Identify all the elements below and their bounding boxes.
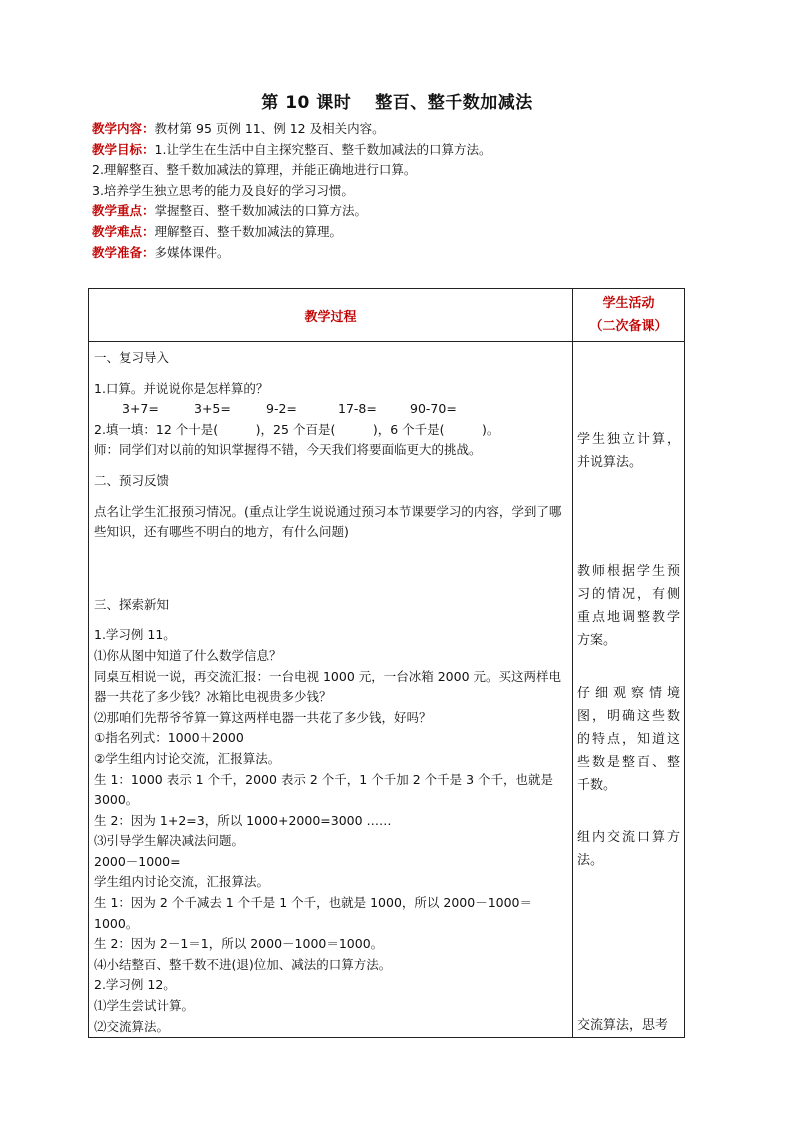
process-cell (89, 342, 573, 1038)
table-header-row (89, 289, 685, 342)
info-goal-2: 2.理解整百、整千数加减法的算理，并能正确地进行口算。 (92, 162, 417, 178)
section-preview-title: 二、预习反馈 (94, 472, 170, 488)
section-explore-title: 三、探索新知 (94, 596, 170, 612)
page-title: 第 10 课时 整百、整千数加减法 (261, 93, 533, 113)
explore-line: ⑵那咱们先帮爷爷算一算这两样电器一共花了多少钱，好吗？ (94, 709, 432, 725)
header-teaching-process: 教学过程 (89, 289, 573, 342)
explore-line: 生 1：1000 表示 1 个千，2000 表示 2 个千，1 个千加 2 个千是 3 个千，也就是 3000。 (94, 771, 554, 808)
explore-line: 生 2：因为 2－1＝1，所以 2000－1000＝1000。 (94, 936, 384, 952)
explore-line: ①指名列式：1000＋2000 (94, 730, 244, 746)
activity-exchange: 交流算法，思考 (577, 1018, 669, 1034)
explore-line: ⑴你从图中知道了什么数学信息？ (94, 647, 282, 663)
explore-line: 学生组内讨论交流，汇报算法。 (94, 874, 270, 890)
review-q1: 1.口算。并说说你是怎样算的？ (94, 380, 269, 396)
info-goal-3: 3.培养学生独立思考的能力及良好的学习习惯。 (92, 182, 354, 198)
explore-line: 2000－1000= (94, 853, 181, 869)
info-goal-1: 教学目标：1.让学生在生活中自主探究整百、整千数加减法的口算方法。 (92, 141, 492, 157)
activity-group-discuss: 组内交流口算方法。 (577, 830, 680, 868)
review-q2: 2.填一填：12 个十是( )，25 个百是( )，6 个千是( )。 (94, 421, 500, 437)
explore-line: 生 2：因为 1+2=3，所以 1000+2000=3000 …… (94, 812, 392, 828)
explore-line: ⑵交流算法。 (94, 1018, 170, 1034)
lesson-plan-table (88, 288, 685, 1038)
lesson-info (92, 119, 712, 263)
info-difficulty: 教学难点：理解整百、整千数加减法的算理。 (92, 223, 343, 239)
activity-cell (573, 342, 685, 1038)
review-teacher-line: 师：同学们对以前的知识掌握得不错，今天我们将要面临更大的挑战。 (94, 442, 482, 458)
explore-line: ⑴学生尝试计算。 (94, 998, 195, 1014)
explore-line: 1.学习例 11。 (94, 627, 176, 643)
activity-preview: 教师根据学生预习的情况，有侧重点地调整教学方案。 (577, 564, 680, 648)
preview-text: 点名让学生汇报预习情况。(重点让学生说说通过预习本节课要学习的内容，学到了哪些知识，还有哪些不明白的地方，有什么问题) (94, 503, 562, 540)
review-calcs: 3+7= 3+5= 9-2= 17-8= 90-70= (122, 401, 457, 417)
section-review-title: 一、复习导入 (94, 350, 170, 365)
info-content: 教学内容：教材第 95 页例 11、例 12 及相关内容。 (92, 121, 385, 136)
activity-review: 学生独立计算，并说算法。 (577, 432, 680, 470)
explore-line: 2.学习例 12。 (94, 977, 176, 993)
explore-line: 生 1：因为 2 个千减去 1 个千是 1 个千，也就是 1000，所以 2000－1000＝1000。 (94, 895, 533, 931)
info-preparation: 教学准备：多媒体课件。 (92, 244, 230, 260)
explore-line: ⑷小结整百、整千数不进(退)位加、减法的口算方法。 (94, 956, 392, 972)
activity-observe: 仔细观察情境图，明确这些数的特点，知道这些数是整百、整千数。 (577, 686, 680, 793)
header-student-activity: 学生活动 （二次备课） (573, 289, 685, 342)
table-row-content (89, 342, 685, 1038)
explore-line: ⑶引导学生解决减法问题。 (94, 833, 245, 849)
explore-line: 同桌互相说一说，再交流汇报：一台电视 1000 元，一台冰箱 2000 元。买这两样电器一共花了多少钱？冰箱比电视贵多少钱？ (94, 668, 562, 705)
info-key-point: 教学重点：掌握整百、整千数加减法的口算方法。 (92, 203, 368, 219)
explore-line: ②学生组内讨论交流，汇报算法。 (94, 750, 281, 766)
